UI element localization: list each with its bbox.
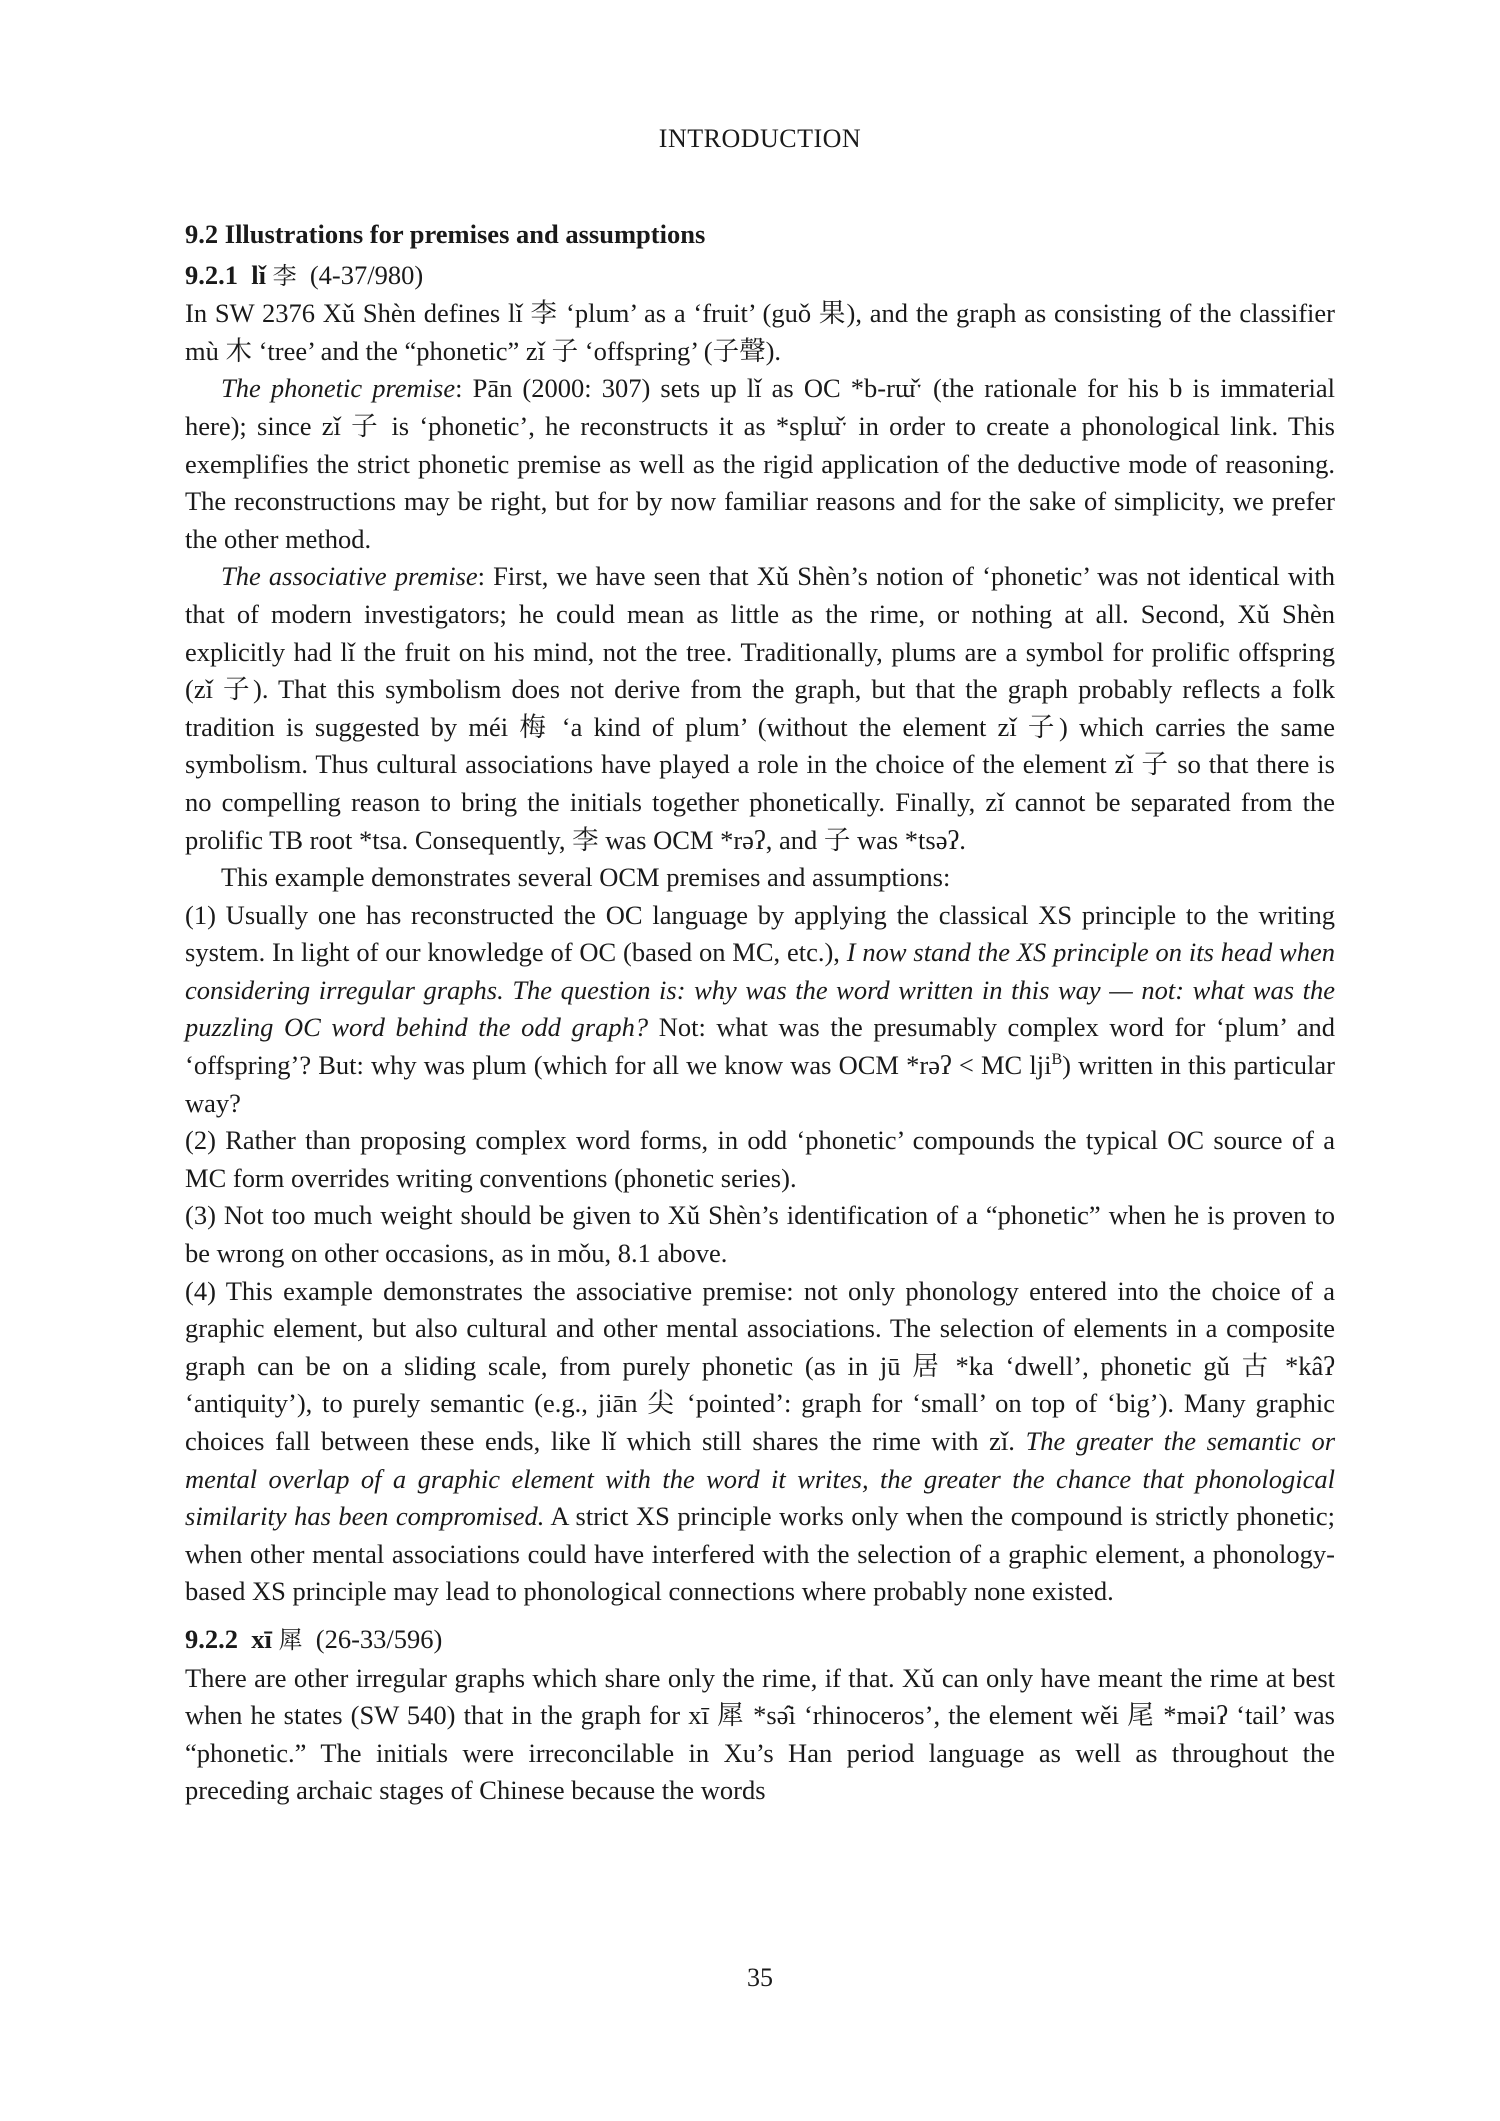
running-head: INTRODUCTION	[658, 124, 862, 153]
subsection-word: lǐ	[251, 259, 266, 290]
subsection-number: 9.2.1	[185, 259, 238, 290]
phonetic-premise-text: : Pān (2000: 307) sets up lǐ as OC *b-rɯ̌ˑ (the rationale for his b is immaterial here); since zǐ 子 is ‘phonetic’, he reconstructs it as *splɯ̌ˑ in order to create a phonological link. This exemplifies the strict phonetic premise as well as the rigid application of the deductive mode of reasoning. The reconstructions may be right, but for by now familiar reasons and for the sake of simplicity, we prefer the other method.	[185, 373, 1336, 554]
paragraph-definition: In SW 2376 Xǔ Shèn defines lǐ 李 ‘plum’ as a ‘fruit’ (guǒ 果), and the graph as consisting of the classifier mù 木 ‘tree’ and the “phonetic” zǐ 子 ‘offspring’ (子聲).	[185, 298, 1335, 366]
page-number: 35	[747, 1963, 773, 1992]
associative-premise-lead: The associative premise	[221, 561, 478, 592]
subsection-9-2-1-heading	[185, 257, 1335, 296]
list-item-2: (2) Rather than proposing complex word forms, in odd ‘phonetic’ compounds the typical OC source of a MC form overrides writing conventions (phonetic series).	[185, 1125, 1335, 1193]
subsection-ref: (4-37/980)	[309, 259, 424, 290]
list-item-3: (3) Not too much weight should be given to Xǔ Shèn’s identification of a “phonetic” when he is proven to be wrong on other occasions, as in mǒu, 8.1 above.	[185, 1200, 1335, 1269]
paragraph-premises-intro: This example demonstrates several OCM premises and assumptions:	[221, 862, 951, 893]
paragraph-xi-rhinoceros: There are other irregular graphs which share only the rime, if that. Xǔ can only have meant the rime at best when he states (SW 540) that in the graph for xī 犀 *sə̂i ‘rhinoceros’, the element wěi 尾 *məiʔ ‘tail’ was “phonetic.” The initials were irreconcilable in Xu’s Han period language as well as throughout the preceding archaic stages of Chinese because the words	[185, 1662, 1335, 1806]
subsection-word: xī	[251, 1623, 272, 1654]
subsection-character: 犀	[278, 1625, 303, 1654]
list-item-4: (4) This example demonstrates the associative premise: not only phonology entered into the choice of a graphic element, but also cultural and other mental associations. The selection of elements in a composite graph can be on a sliding scale, from purely phonetic (as in jū 居 *ka ‘dwell’, phonetic gǔ 古 *kâʔ ‘antiquity’), to purely semantic (e.g., jiān 尖 ‘pointed’: graph for ‘small’ on top of ‘big’). Many graphic choices fall between these ends, like lǐ which still shares the rime with zǐ. The greater the semantic or mental overlap of a graphic element with the word it writes, the greater the chance that phonological similarity has been compromised. A strict XS principle works only when the compound is strictly phonetic; when other mental associations could have interfered with the selection of a graphic element, a phonology-based XS principle may lead to phonological connections where probably none existed.	[185, 1275, 1336, 1607]
subsection-character: 李	[272, 261, 297, 290]
body-text	[185, 216, 1335, 1810]
associative-premise-text: : First, we have seen that Xǔ Shèn’s notion of ‘phonetic’ was not identical with that of modern investigators; he could mean as little as the rime, or nothing at all. Second, Xǔ Shèn explicitly had lǐ the fruit on his mind, not the tree. Traditionally, plums are a symbol for prolific offspring (zǐ 子). That this symbolism does not derive from the graph, but that the graph probably reflects a folk tradition is suggested by méi 梅 ‘a kind of plum’ (without the element zǐ 子) which carries the same symbolism. Thus cultural associations have played a role in the choice of the element zǐ 子 so that there is no compelling reason to bring the initials together phonetically. Finally, zǐ cannot be separated from the prolific TB root *tsa. Consequently, 李 was OCM *rəʔ, and 子 was *tsəʔ.	[185, 561, 1335, 855]
paragraph-associative-premise	[185, 558, 1335, 859]
list-item-4-emphasis: The greater the semantic or mental overlap of a graphic element with the word it writes, the greater the chance that phonological similarity has been compromised.	[185, 1426, 1336, 1532]
subsection-ref: (26-33/596)	[315, 1623, 443, 1654]
list-item-1: (1) Usually one has reconstructed the OC language by applying the classical XS principle to the writing system. In light of our knowledge of OC (based on MC, etc.), I now stand the XS principle on its head when considering irregular graphs. The question is: why was the word written in this way — not: what was the puzzling OC word behind the odd graph? Not: what was the presumably complex word for ‘plum’ and ‘offspring’? But: why was plum (which for all we know was OCM *rəʔ < MC lji$^B$) written in this particular way?	[185, 899, 1335, 1118]
list-item-1-emphasis: I now stand the XS principle on its head when considering irregular graphs. The question is: why was the word written in this way — not: what was the puzzling OC word behind the odd graph?	[185, 937, 1335, 1043]
section-title: 9.2 Illustrations for premises and assumptions	[185, 219, 706, 249]
subsection-number: 9.2.2	[185, 1623, 238, 1654]
phonetic-premise-lead: The phonetic premise	[221, 373, 456, 404]
subsection-9-2-2-heading	[185, 1621, 1335, 1660]
paragraph-phonetic-premise	[185, 370, 1335, 558]
